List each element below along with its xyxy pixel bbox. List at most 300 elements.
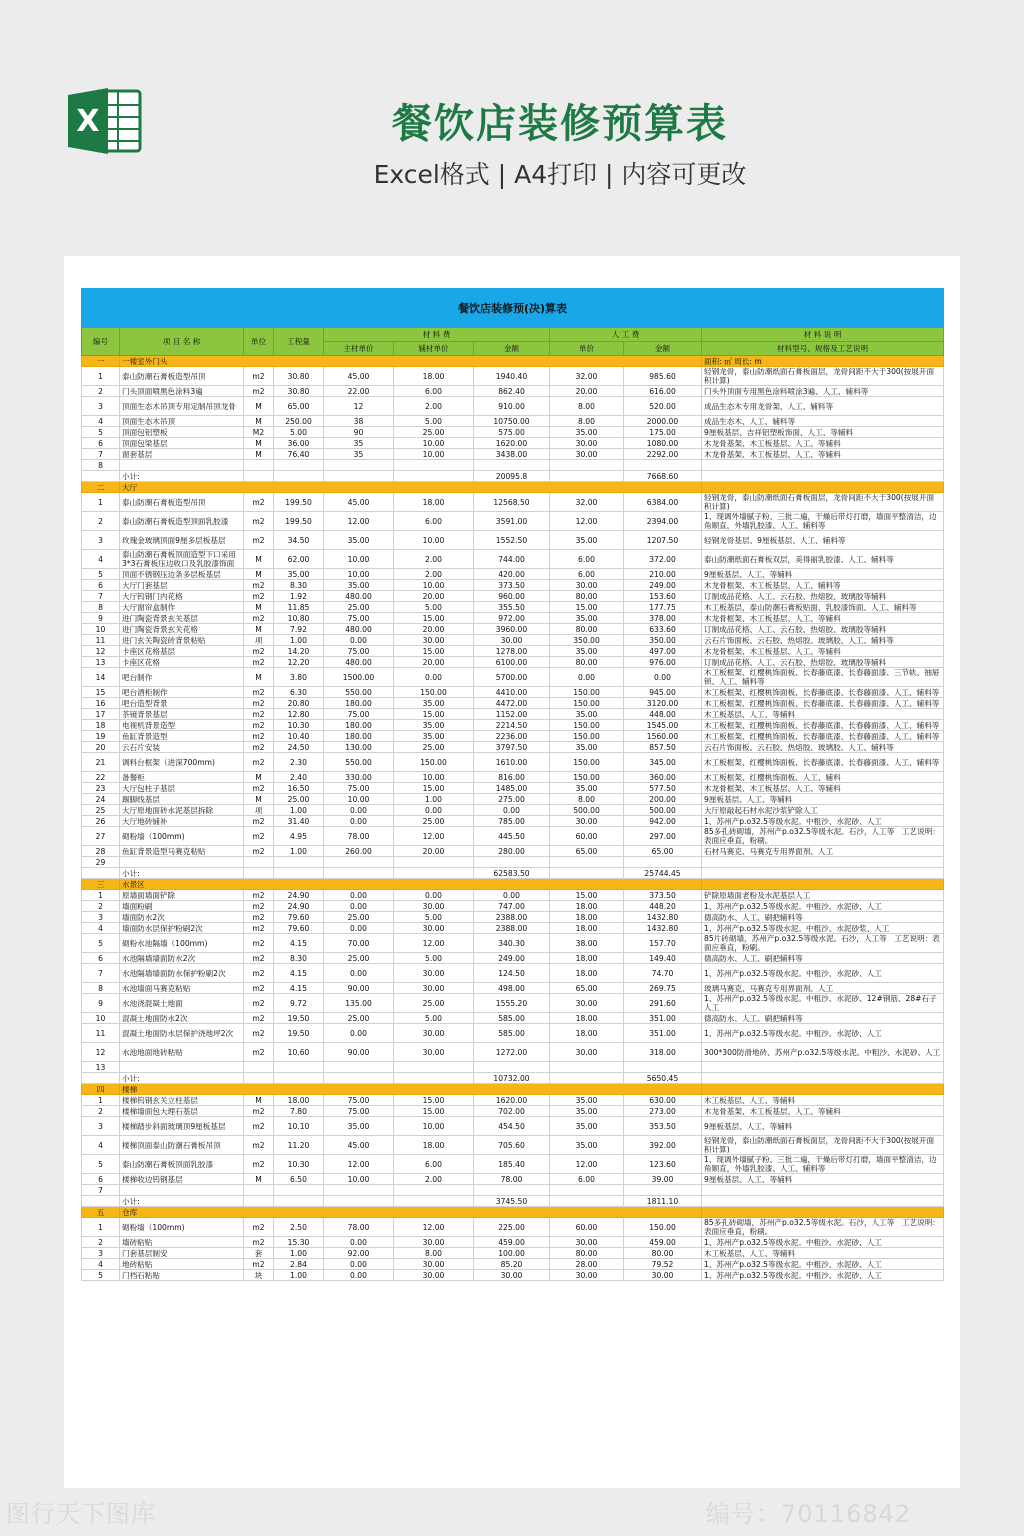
table-cell: 轻钢龙骨，泰山防潮纸面石膏板面层，龙骨间距不大于300(按展开面积计算)	[702, 367, 944, 386]
table-cell: 498.00	[474, 983, 550, 994]
table-row	[82, 635, 944, 646]
table-cell: 10.00	[394, 772, 474, 783]
table-cell: 454.50	[474, 1117, 550, 1136]
table-cell: 32.00	[550, 367, 624, 386]
table-cell: 318.00	[624, 1043, 702, 1062]
table-cell: 350.00	[550, 635, 624, 646]
table-cell: 吧台造型背景	[120, 698, 244, 709]
table-row	[82, 934, 944, 953]
table-cell: 大厅地砖铺补	[120, 816, 244, 827]
table-cell: 18.00	[274, 1095, 324, 1106]
table-row	[82, 1062, 944, 1073]
table-cell: 3	[82, 912, 120, 923]
table-cell: 卡座区花格基层	[120, 646, 244, 657]
table-cell: 木工板框架、红樱桃饰面板、长春藤底漆、长春藤面漆、人工、辅料等	[702, 753, 944, 772]
table-cell: 成品生态木、人工、辅料等	[702, 416, 944, 427]
table-cell: 门头外顶面专用黑色涂料喷涂3遍、人工、辅料等	[702, 386, 944, 397]
table-row	[82, 1248, 944, 1259]
table-cell: 墙面防水层保护粉刷2次	[120, 923, 244, 934]
table-cell: 497.00	[624, 646, 702, 657]
table-cell: 30.00	[394, 1259, 474, 1270]
table-row	[82, 953, 944, 964]
header-no: 编号	[82, 328, 120, 356]
table-cell: 12	[324, 397, 394, 416]
table-cell	[702, 857, 944, 868]
table-cell: 0.00	[624, 668, 702, 687]
table-cell: 7	[82, 964, 120, 983]
table-cell: 75.00	[324, 646, 394, 657]
table-cell: m2	[244, 1136, 274, 1155]
table-cell: 3	[82, 531, 120, 550]
table-cell: 5.00	[394, 1013, 474, 1024]
table-cell: 30.00	[624, 1270, 702, 1281]
table-cell: 20.00	[394, 591, 474, 602]
table-cell: 90	[324, 427, 394, 438]
table-cell: M	[244, 624, 274, 635]
table-cell: 816.00	[474, 772, 550, 783]
table-cell: 153.60	[624, 591, 702, 602]
table-cell: 2	[82, 901, 120, 912]
table-cell	[324, 1185, 394, 1196]
table-cell: 15.30	[274, 1237, 324, 1248]
table-cell: 330.00	[324, 772, 394, 783]
table-cell: 套	[244, 1248, 274, 1259]
table-cell: 玻璃马赛克、马赛克专用界面剂、人工	[702, 983, 944, 994]
table-cell: m2	[244, 934, 274, 953]
table-cell: 1500.00	[324, 668, 394, 687]
table-cell: 2.00	[394, 550, 474, 569]
table-cell: 6.00	[550, 550, 624, 569]
table-cell: 云石片饰面板、云石胶、热熔胶、玻璃胶、人工、辅料等	[702, 635, 944, 646]
table-cell: 35.00	[550, 646, 624, 657]
table-cell: 25.00	[324, 953, 394, 964]
table-cell	[244, 460, 274, 471]
table-cell: 616.00	[624, 386, 702, 397]
table-row	[82, 912, 944, 923]
table-cell: 顶面包梁基层	[120, 438, 244, 449]
table-cell: 30.00	[394, 964, 474, 983]
table-cell: 木龙骨基架、木工板基层、人工、等辅料	[702, 1106, 944, 1117]
table-cell: 25	[82, 805, 120, 816]
table-cell: 25.00	[324, 602, 394, 613]
table-cell: 水池墙面马赛克粘贴	[120, 983, 244, 994]
table-cell: 575.00	[474, 427, 550, 438]
table-cell: 32.00	[550, 493, 624, 512]
table-cell: 12.00	[550, 512, 624, 531]
table-cell: 8	[82, 602, 120, 613]
table-cell	[550, 857, 624, 868]
table-cell: m2	[244, 994, 274, 1013]
table-row	[82, 531, 944, 550]
table-row	[82, 493, 944, 512]
table-cell: 30.00	[550, 449, 624, 460]
table-cell: 35.00	[324, 531, 394, 550]
table-cell: 德高防水、人工、刷把辅料等	[702, 1013, 944, 1024]
table-cell: 4410.00	[474, 687, 550, 698]
table-cell: 1207.50	[624, 531, 702, 550]
table-cell: 351.00	[624, 1013, 702, 1024]
table-cell: 150.00	[550, 720, 624, 731]
table-cell: 12	[82, 1043, 120, 1062]
table-cell: 1、苏州产p.o32.5等级水泥。中粗沙、水泥砂、人工	[702, 1270, 944, 1281]
table-cell: 木工板框架、红樱桃饰面板、长春藤底漆、长春藤面漆、人工、辅料等	[702, 720, 944, 731]
table-cell: 373.50	[624, 890, 702, 901]
table-cell: 0.00	[324, 816, 394, 827]
table-cell: 260.00	[324, 846, 394, 857]
header-mat-amount: 金额	[474, 342, 550, 356]
table-cell	[244, 1185, 274, 1196]
table-cell: 35.00	[550, 742, 624, 753]
watermark	[6, 1494, 1018, 1534]
table-cell: 门档石粘贴	[120, 1270, 244, 1281]
table-cell: 249.00	[624, 580, 702, 591]
table-cell: 4472.00	[474, 698, 550, 709]
table-cell: 德高防水、人工、刷把辅料等	[702, 912, 944, 923]
table-cell: 楼梯墙面包大理石基层	[120, 1106, 244, 1117]
subtotal-row	[82, 471, 944, 482]
table-cell: 3797.50	[474, 742, 550, 753]
table-cell: 210.00	[624, 569, 702, 580]
table-cell: m2	[244, 1043, 274, 1062]
table-cell: 7.80	[274, 1106, 324, 1117]
table-row	[82, 742, 944, 753]
table-cell: 7	[82, 1185, 120, 1196]
table-cell: 墙砖粘贴	[120, 1237, 244, 1248]
table-row	[82, 1259, 944, 1270]
table-cell: 2292.00	[624, 449, 702, 460]
subtotal-labor: 5650.45	[624, 1073, 702, 1084]
table-cell	[624, 460, 702, 471]
table-row	[82, 983, 944, 994]
table-cell: 3	[82, 1117, 120, 1136]
table-cell: 1、现调外墙腻子粉、三批二遍，干燥后带灯打磨，墙面平整清洁，边角顺直，外墙乳胶漆、人工、辅料等	[702, 512, 944, 531]
table-cell: 吧台制作	[120, 668, 244, 687]
table-cell: 180.00	[324, 731, 394, 742]
table-cell: 25.00	[324, 1013, 394, 1024]
table-row	[82, 580, 944, 591]
table-cell: 35.00	[394, 731, 474, 742]
table-cell: 15.00	[394, 613, 474, 624]
table-cell: 35.00	[274, 569, 324, 580]
table-cell	[394, 460, 474, 471]
table-cell	[550, 1062, 624, 1073]
table-cell: 2.30	[274, 753, 324, 772]
table-cell: 62.00	[274, 550, 324, 569]
table-cell: 1552.50	[474, 531, 550, 550]
table-cell: 4.15	[274, 983, 324, 994]
table-cell: 电视机背景造型	[120, 720, 244, 731]
table-cell: m2	[244, 1155, 274, 1174]
table-cell: 5	[82, 1155, 120, 1174]
table-cell: 木龙骨框架、木工板基层、人工、辅料等	[702, 580, 944, 591]
table-cell: m2	[244, 698, 274, 709]
table-cell: 15	[82, 687, 120, 698]
table-cell: 项	[244, 805, 274, 816]
subtotal-material: 20095.8	[474, 471, 550, 482]
header-desc-sub: 材料型号、规格及工艺说明	[702, 342, 944, 356]
table-cell: 291.60	[624, 994, 702, 1013]
table-cell: 355.50	[474, 602, 550, 613]
table-row	[82, 657, 944, 668]
table-cell: 大厅钨钢门内花格	[120, 591, 244, 602]
table-cell: 6.00	[394, 1155, 474, 1174]
table-cell: 德高防水、人工、刷把辅料等	[702, 953, 944, 964]
section-no: 一	[82, 356, 120, 367]
table-cell: 30.00	[550, 1237, 624, 1248]
table-cell: 0.00	[324, 635, 394, 646]
table-cell: 351.00	[624, 1024, 702, 1043]
table-cell: 水池地面地砖粘贴	[120, 1043, 244, 1062]
table-cell	[120, 857, 244, 868]
header-aux-price: 辅材单价	[394, 342, 474, 356]
table-cell: 木工板基层，泰山防潮石膏板贴面、乳胶漆饰面、人工、辅料等	[702, 602, 944, 613]
table-cell: 砌粉墙（100mm)	[120, 827, 244, 846]
table-cell	[624, 857, 702, 868]
table-cell: 150.00	[550, 753, 624, 772]
table-cell: 942.00	[624, 816, 702, 827]
table-cell: 10.10	[274, 1117, 324, 1136]
subtotal-row	[82, 868, 944, 879]
table-cell: 10.00	[324, 794, 394, 805]
subtotal-material: 62583.50	[474, 868, 550, 879]
table-cell: 45.00	[324, 1136, 394, 1155]
table-cell: 297.00	[624, 827, 702, 846]
table-cell: 3960.00	[474, 624, 550, 635]
table-row	[82, 416, 944, 427]
table-cell: 28.00	[550, 1259, 624, 1270]
section-name: 一楼室外门头	[120, 356, 702, 367]
table-cell: 云石片安装	[120, 742, 244, 753]
table-row	[82, 1270, 944, 1281]
table-cell: 45.00	[324, 367, 394, 386]
table-cell: 7	[82, 449, 120, 460]
table-cell: 15.00	[394, 646, 474, 657]
table-cell: 38	[324, 416, 394, 427]
table-cell: 10	[82, 624, 120, 635]
table-cell: 2388.00	[474, 912, 550, 923]
section-note	[702, 879, 944, 890]
table-cell: m2	[244, 901, 274, 912]
table-cell: 6	[82, 580, 120, 591]
table-cell: 5	[82, 934, 120, 953]
section-row	[82, 356, 944, 367]
table-cell: m2	[244, 687, 274, 698]
table-cell: 18.00	[550, 953, 624, 964]
table-row	[82, 512, 944, 531]
header-qty: 工程量	[274, 328, 324, 356]
table-row	[82, 1024, 944, 1043]
table-cell: 5.00	[394, 912, 474, 923]
table-cell: 项	[244, 635, 274, 646]
header-material-group: 材 料 费	[324, 328, 550, 342]
table-cell: 18.00	[394, 367, 474, 386]
table-cell: 80.00	[550, 591, 624, 602]
table-cell: 550.00	[324, 753, 394, 772]
table-cell: m2	[244, 1218, 274, 1237]
table-cell: 12.00	[550, 1155, 624, 1174]
section-name: 大厅	[120, 482, 702, 493]
subtotal-material: 3745.50	[474, 1196, 550, 1207]
table-cell: 78.00	[324, 1218, 394, 1237]
table-cell: 10.00	[324, 1174, 394, 1185]
table-cell: 11	[82, 635, 120, 646]
table-cell: 木工板框架、红樱桃饰面板、长春藤底漆、长春藤面漆、人工、辅料等	[702, 687, 944, 698]
table-cell: m2	[244, 1237, 274, 1248]
table-cell: 24	[82, 794, 120, 805]
table-cell: 124.50	[474, 964, 550, 983]
table-row	[82, 613, 944, 624]
table-cell: 1、苏州产p.o32.5等级水泥。中粗沙、水泥砂、12#钢筋、28#石子人工	[702, 994, 944, 1013]
table-cell: 0.00	[474, 890, 550, 901]
table-cell: 1.00	[274, 1270, 324, 1281]
table-cell: m2	[244, 953, 274, 964]
table-cell	[244, 1062, 274, 1073]
table-cell: 24.90	[274, 890, 324, 901]
table-cell: 18.00	[550, 1024, 624, 1043]
table-cell: 0.00	[394, 668, 474, 687]
table-cell: 9.72	[274, 994, 324, 1013]
table-cell: 80.00	[550, 657, 624, 668]
table-cell: 1610.00	[474, 753, 550, 772]
table-row	[82, 1185, 944, 1196]
table-cell: m2	[244, 591, 274, 602]
table-cell: 8.00	[550, 397, 624, 416]
subtotal-labor: 7668.60	[624, 471, 702, 482]
table-row	[82, 923, 944, 934]
table-cell: 12568.50	[474, 493, 550, 512]
table-cell: 149.40	[624, 953, 702, 964]
table-cell: 175.00	[624, 427, 702, 438]
table-cell: 702.00	[474, 1106, 550, 1117]
table-cell: 19.50	[274, 1024, 324, 1043]
table-cell: 18	[82, 720, 120, 731]
table-cell: 进门玄关陶瓷砖背景粘贴	[120, 635, 244, 646]
table-cell: 25.00	[394, 742, 474, 753]
table-cell: 泰山防潮纸面石膏板双层，美得丽乳胶漆、人工、辅料等	[702, 550, 944, 569]
table-row	[82, 386, 944, 397]
table-cell: 5.00	[394, 602, 474, 613]
sheet-title: 餐饮店装修预(决)算表	[82, 289, 944, 328]
table-cell: 1	[82, 493, 120, 512]
section-no: 四	[82, 1084, 120, 1095]
table-cell: 150.00	[394, 753, 474, 772]
table-cell: 30.00	[550, 994, 624, 1013]
table-cell: M	[244, 794, 274, 805]
table-cell: 1.92	[274, 591, 324, 602]
table-cell: m2	[244, 753, 274, 772]
table-cell	[324, 460, 394, 471]
table-cell: 10.00	[394, 580, 474, 591]
table-cell: 985.60	[624, 367, 702, 386]
subtotal-labor: 25744.45	[624, 868, 702, 879]
table-cell: m2	[244, 890, 274, 901]
table-cell: 85.20	[474, 1259, 550, 1270]
table-row	[82, 805, 944, 816]
table-cell: 11.85	[274, 602, 324, 613]
table-cell: 960.00	[474, 591, 550, 602]
table-cell: 进门陶瓷背景玄关花格	[120, 624, 244, 635]
table-cell: 15.00	[550, 890, 624, 901]
table-cell: 25.00	[394, 816, 474, 827]
table-cell: 90.00	[324, 983, 394, 994]
table-cell: 24.50	[274, 742, 324, 753]
table-cell: m2	[244, 367, 274, 386]
table-cell: 楼梯收边钨钢基层	[120, 1174, 244, 1185]
table-cell: 4	[82, 550, 120, 569]
table-cell: 30.00	[394, 1237, 474, 1248]
table-cell: 30.00	[394, 983, 474, 994]
table-cell: 28	[82, 846, 120, 857]
table-cell: 墙面防水2次	[120, 912, 244, 923]
table-cell: 21	[82, 753, 120, 772]
table-cell: 1.00	[274, 805, 324, 816]
table-cell: 大厅窗帘盒制作	[120, 602, 244, 613]
table-cell: 水池隔墙墙面防水保护粉刷2次	[120, 964, 244, 983]
header-labor-group: 人 工 费	[550, 328, 702, 342]
budget-table	[81, 288, 944, 1281]
table-cell: 楼梯踏步斜面玻璃顶9厘板基层	[120, 1117, 244, 1136]
table-cell: m2	[244, 983, 274, 994]
table-cell: 85多孔砖砌墙，苏州产p.o32.5等级水泥。石沙，人工等 工艺说明：表面应垂直，粉刷。	[702, 827, 944, 846]
table-cell: 972.00	[474, 613, 550, 624]
table-cell: 75.00	[324, 783, 394, 794]
table-cell: 78.00	[474, 1174, 550, 1185]
table-row	[82, 1174, 944, 1185]
table-row	[82, 1106, 944, 1117]
table-cell: 6384.00	[624, 493, 702, 512]
watermark-site: 图行天下图库	[6, 1500, 156, 1528]
table-cell: 65.00	[550, 983, 624, 994]
table-cell: 窗套基层	[120, 449, 244, 460]
table-cell: 100.00	[474, 1248, 550, 1259]
table-cell: 5	[82, 427, 120, 438]
table-cell: 12	[82, 646, 120, 657]
table-cell: 150.00	[624, 1218, 702, 1237]
table-cell: m2	[244, 964, 274, 983]
table-cell: 18.00	[394, 1136, 474, 1155]
table-cell: 20.00	[394, 624, 474, 635]
table-cell: 2	[82, 512, 120, 531]
table-cell: 630.00	[624, 1095, 702, 1106]
table-cell: 360.00	[624, 772, 702, 783]
table-cell: 35.00	[324, 1117, 394, 1136]
table-cell: 35.00	[550, 1136, 624, 1155]
table-cell: 35.00	[394, 698, 474, 709]
table-cell: 353.50	[624, 1117, 702, 1136]
table-cell: 30.00	[474, 635, 550, 646]
page-title: 餐饮店装修预算表	[392, 101, 728, 147]
section-no: 三	[82, 879, 120, 890]
subtotal-label: 小计:	[120, 471, 244, 482]
table-cell: 30.00	[394, 901, 474, 912]
table-cell	[624, 1062, 702, 1073]
table-cell: 10.00	[394, 531, 474, 550]
table-cell: 18.00	[550, 1013, 624, 1024]
table-cell: m2	[244, 1024, 274, 1043]
table-row	[82, 698, 944, 709]
table-cell: 进门陶瓷背景玄关基层	[120, 613, 244, 624]
table-cell: 80.00	[624, 1248, 702, 1259]
table-cell: m2	[244, 512, 274, 531]
table-cell: 8	[82, 983, 120, 994]
table-cell: 1	[82, 1218, 120, 1237]
section-row	[82, 879, 944, 890]
table-cell: m2	[244, 1117, 274, 1136]
table-cell: 25.00	[394, 427, 474, 438]
table-row	[82, 731, 944, 742]
table-cell: 200.00	[624, 794, 702, 805]
table-cell: 2.84	[274, 1259, 324, 1270]
